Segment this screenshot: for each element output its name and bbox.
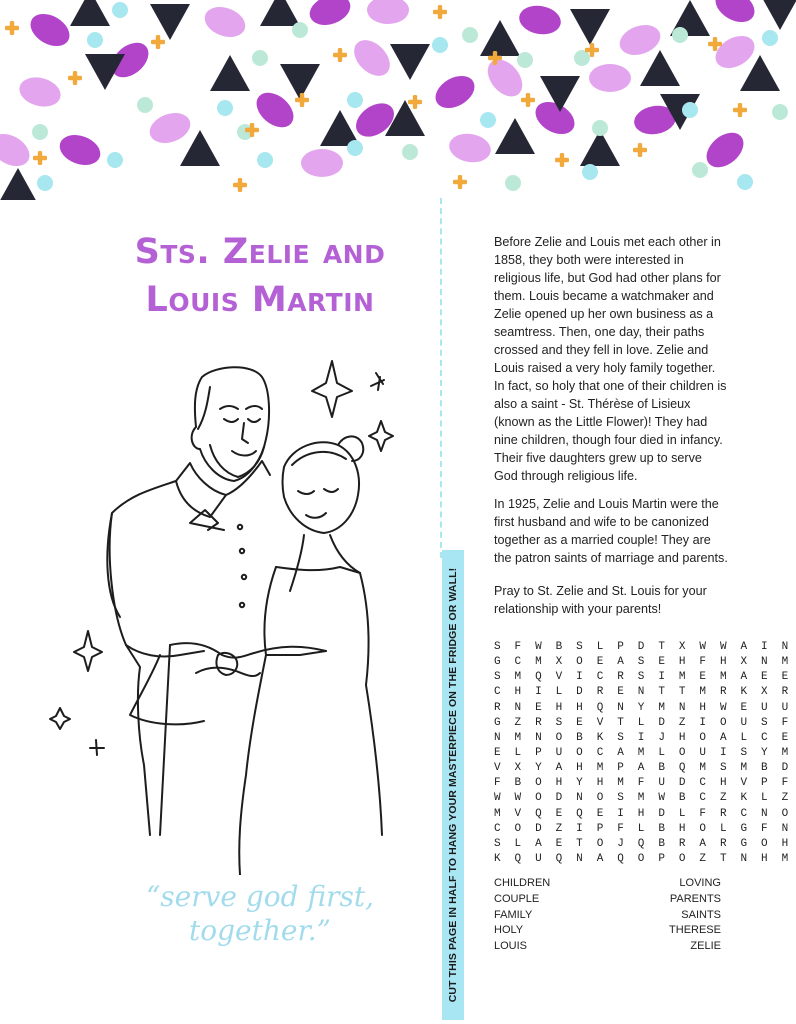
word-list-left (494, 876, 550, 955)
sparkle-icon (74, 631, 102, 671)
word-list-item: THERESE (669, 924, 721, 937)
dot-shape (107, 152, 123, 168)
word-list-item: ZELIE (690, 940, 721, 953)
word-search-row[interactable]: G C M X O E A S E H F H X N M (494, 656, 792, 669)
dot-shape (682, 102, 698, 118)
dot-shape (257, 152, 273, 168)
plus-shape (38, 151, 42, 165)
bean-shape (367, 0, 409, 24)
triangle-shape (480, 20, 520, 56)
dot-shape (480, 112, 496, 128)
dot-shape (582, 164, 598, 180)
bean-shape (25, 7, 75, 52)
bean-shape (55, 130, 104, 171)
triangle-shape (70, 0, 110, 26)
triangle-shape (760, 0, 796, 30)
plus-shape (526, 93, 530, 107)
plus-shape (438, 5, 442, 19)
bean-shape (710, 0, 760, 29)
dot-shape (692, 162, 708, 178)
bean-shape (710, 29, 760, 74)
story-paragraph-2: In 1925, Zelie and Louis Martin were the first husband and wife to be canonized together as a married couple! They are the patron saints of marriage and parents. (494, 497, 728, 565)
dot-shape (347, 140, 363, 156)
dot-shape (252, 50, 268, 66)
bean-shape (589, 64, 631, 92)
word-list-item: SAINTS (681, 908, 721, 921)
bean-shape (615, 20, 664, 61)
plus-shape (250, 123, 254, 137)
quote-line-2: together.” (189, 914, 331, 947)
sparkle-icon (371, 373, 384, 390)
dot-shape (772, 104, 788, 120)
triangle-shape (495, 118, 535, 154)
plus-shape (156, 35, 160, 49)
plus-shape (458, 175, 462, 189)
plus-shape (338, 48, 342, 62)
bean-shape (305, 0, 354, 30)
sparkle-icon (90, 740, 104, 755)
story-paragraph-1: Before Zelie and Louis met each other in 1858, they both were interested in religious life, but God had other plans for them. Louis became a watchmaker and Zelie opened up her own business as a seamtress. Then, one day, their paths crossed and they fell in love. Zelie and Louis raised a very holy family together. In fact, so holy that one of their children is also a saint - St. Thérèse of Lisieux (known as the Little Flower)! They had nine children, though four died in infancy. Their five daughters grew up to serve God through religious life. (494, 235, 727, 483)
word-search-row[interactable]: R N E H H Q N Y M N H W E U U (494, 701, 792, 714)
dot-shape (762, 30, 778, 46)
bean-shape (430, 69, 480, 114)
plus-shape (73, 71, 77, 85)
dot-shape (432, 37, 448, 53)
sparkle-icon (369, 421, 393, 451)
dot-shape (32, 124, 48, 140)
quote-line-1: “serve god first, (145, 880, 375, 913)
sparkle-icon (50, 708, 70, 729)
title-line-1: Sts. Zelie and (134, 232, 386, 272)
triangle-shape (390, 44, 430, 80)
plus-shape (10, 21, 14, 35)
confetti-border (0, 0, 796, 200)
plus-shape (560, 153, 564, 167)
bean-shape (200, 2, 249, 43)
title-line-2: Louis Martin (145, 280, 375, 320)
cut-instruction: CUT THIS PAGE IN HALF TO HANG YOUR MASTERPIECE ON THE FRIDGE OR WALL! (447, 567, 459, 1003)
word-search-row[interactable]: G Z R S E V T L D Z I O U S F (494, 716, 792, 729)
word-search-row[interactable]: F B O H Y H M F U D C H V P F (494, 777, 792, 790)
word-search-row[interactable]: S L A E T O J Q B R A R G O H (494, 837, 792, 850)
plus-shape (493, 51, 497, 65)
dot-shape (347, 92, 363, 108)
bean-shape (301, 149, 343, 177)
bean-shape (145, 108, 194, 149)
bean-shape (347, 33, 396, 82)
word-search-row[interactable]: M V Q E Q E I H D L F R C N O (494, 807, 792, 820)
dot-shape (462, 27, 478, 43)
plus-shape (300, 93, 304, 107)
triangle-shape (260, 0, 300, 26)
word-list-item: FAMILY (494, 908, 533, 921)
word-search-row[interactable]: C H I L D R E N T T M R K X R (494, 686, 792, 699)
word-list-item: COUPLE (494, 892, 540, 905)
bean-shape (517, 3, 563, 38)
dot-shape (505, 175, 521, 191)
word-search-row[interactable]: S M Q V I C R S I M E M A E E (494, 671, 792, 684)
cut-line (440, 198, 442, 558)
story-paragraph-3: Pray to St. Zelie and St. Louis for your relationship with your parents! (494, 584, 707, 616)
triangle-shape (640, 50, 680, 86)
dot-shape (37, 175, 53, 191)
bean-shape (700, 126, 750, 174)
word-search-row[interactable]: C O D Z I P F L B H O L G F N (494, 822, 792, 835)
word-search-row[interactable]: E L P U O C A M L O U I S Y M (494, 746, 792, 759)
word-search-row[interactable]: S F W B S L P D T X W W A I N (494, 641, 792, 653)
dot-shape (737, 174, 753, 190)
page-title (100, 228, 420, 324)
bean-shape (16, 73, 64, 111)
dot-shape (672, 27, 688, 43)
bean-shape (250, 86, 300, 134)
word-list-item: HOLY (494, 924, 524, 937)
triangle-shape (180, 130, 220, 166)
dot-shape (402, 144, 418, 160)
triangle-shape (210, 55, 250, 91)
dot-shape (592, 120, 608, 136)
plus-shape (413, 95, 417, 109)
triangle-shape (570, 9, 610, 45)
word-list-item: LOUIS (494, 940, 528, 953)
word-list-item: PARENTS (669, 892, 721, 905)
dot-shape (574, 50, 590, 66)
word-list-right (669, 876, 721, 955)
plus-shape (738, 103, 742, 117)
dot-shape (292, 22, 308, 38)
word-search-row[interactable]: V X Y A H M P A B Q M S M B D (494, 762, 792, 775)
bean-shape (0, 127, 35, 172)
word-search-row[interactable]: N M N O B K S I J H O A L C E (494, 731, 792, 744)
dot-shape (517, 52, 533, 68)
plus-shape (238, 178, 242, 192)
word-list-item: LOVING (679, 877, 721, 889)
word-search-row[interactable]: W W O D N O S M W B C Z K L Z (494, 792, 792, 805)
plus-shape (590, 43, 594, 57)
triangle-shape (150, 4, 190, 40)
word-list-item: CHILDREN (494, 877, 551, 889)
plus-shape (713, 37, 717, 51)
word-search-grid[interactable] (494, 640, 792, 867)
triangle-shape (0, 168, 38, 200)
word-search-row[interactable]: K Q U Q N A Q O P O Z T N H M (494, 852, 792, 865)
bean-shape (447, 131, 493, 166)
dot-shape (217, 100, 233, 116)
sparkle-icon (312, 361, 352, 417)
quote (110, 880, 410, 948)
dot-shape (87, 32, 103, 48)
plus-shape (638, 143, 642, 157)
dot-shape (137, 97, 153, 113)
dot-shape (112, 2, 128, 18)
couple-illustration (40, 355, 420, 875)
